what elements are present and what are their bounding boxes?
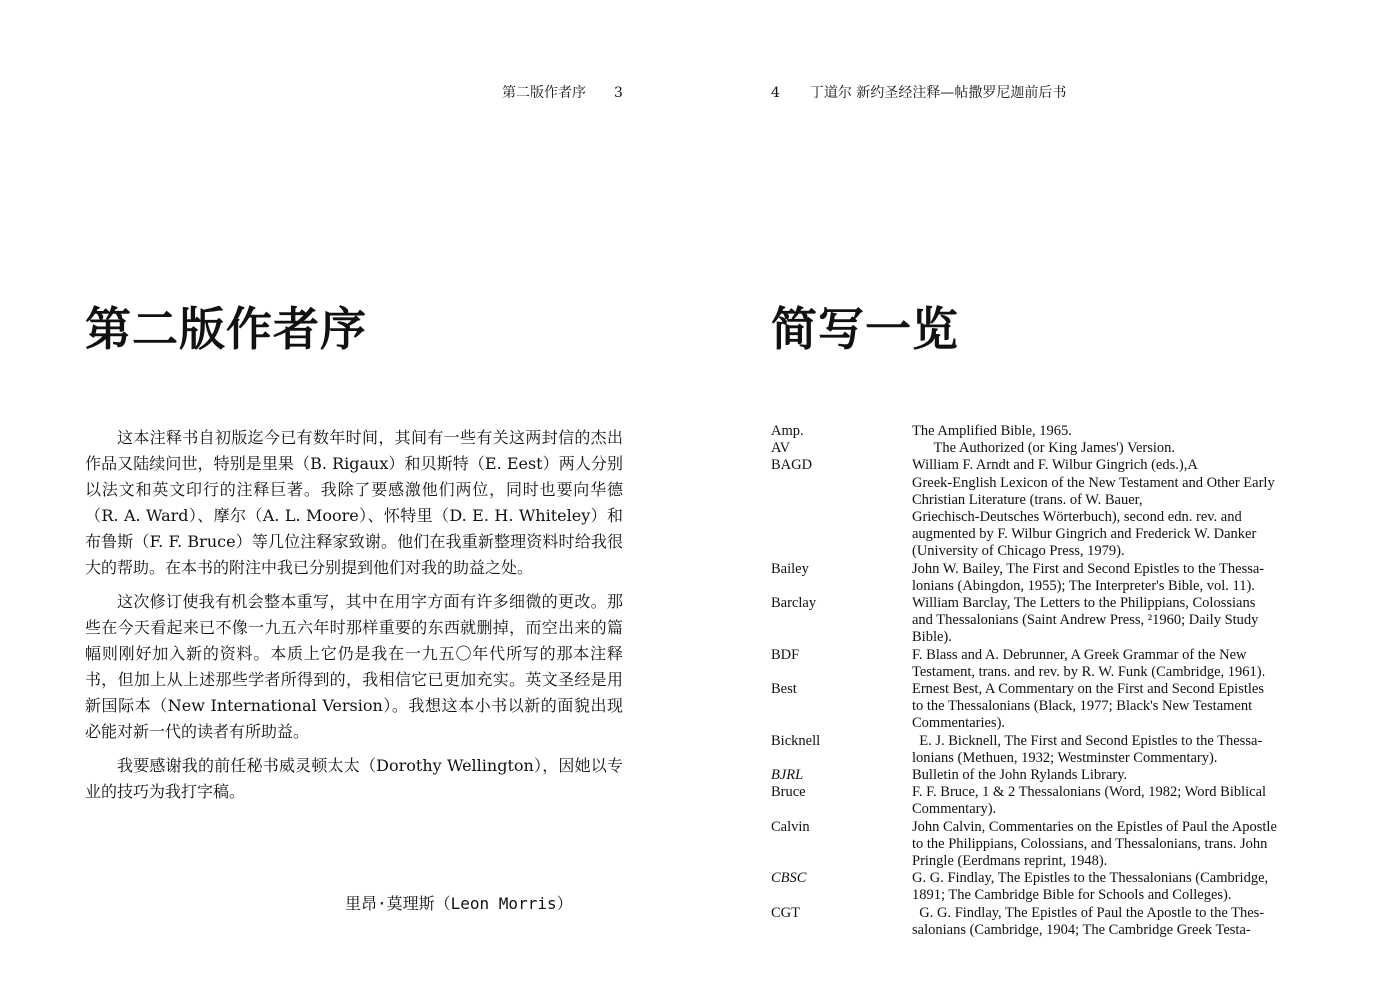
running-head-title: 丁道尔 新约圣经注释—帖撒罗尼迦前后书 (809, 85, 1067, 101)
abbreviation-entry (771, 819, 1331, 871)
abbreviation-description (912, 767, 1331, 784)
abbreviation-entry (771, 784, 1331, 818)
abbreviation-key: Amp. (771, 423, 804, 439)
abbreviation-description (912, 905, 1331, 939)
description-line: Ernest Best, A Commentary on the First and Second Epistles (912, 681, 1264, 698)
description-line: Griechisch-Deutsches Wörterbuch), second edn. rev. and (912, 509, 1242, 526)
description-line: E. J. Bicknell, The First and Second Epistles to the Thessa- (912, 732, 1263, 749)
description-line: to the Philippians, Colossians, and Thessalonians, trans. John (912, 835, 1268, 852)
abbreviation-entry (771, 905, 1331, 939)
page-number: 3 (614, 85, 623, 101)
preface-paragraph: 我要感谢我的前任秘书威灵顿太太（Dorothy Wellington），因她以专业的技巧为我打字稿。 (85, 756, 623, 801)
abbreviation-entry (771, 440, 1331, 457)
description-line: salonians (Cambridge, 1904; The Cambridge Greek Testa- (912, 921, 1251, 938)
abbreviation-description (912, 561, 1331, 595)
abbreviation-entry (771, 595, 1331, 647)
abbreviation-key: Bruce (771, 784, 806, 801)
running-head-right (771, 82, 1066, 102)
abbreviation-description (912, 457, 1331, 560)
abbreviation-description (912, 647, 1331, 681)
preface-paragraph: 这本注释书自初版迄今已有数年时间，其间有一些有关这两封信的杰出作品又陆续问世，特别是里果（B. Rigaux）和贝斯特（E. Eest）两人分别以法文和英文印行的注释巨著。我除了要感激他们两位，同时也要向华德（R. A. Ward）、摩尔（A. L. Moore）、怀特里（D. E. H. Whiteley）和布鲁斯（F. F. Bruce）等几位注释家致谢。他们在我重新整理资料时给我很大的帮助。在本书的附注中我已分别提到他们对我的助益之处。 (85, 428, 623, 577)
preface-body (85, 425, 623, 813)
description-line: William F. Arndt and F. Wilbur Gingrich (eds.),A (912, 457, 1198, 474)
abbreviation-description (912, 870, 1331, 904)
abbreviation-entry (771, 733, 1331, 767)
description-line: Testament, trans. and rev. by R. W. Funk (Cambridge, 1961). (912, 663, 1266, 680)
chapter-title: 第二版作者序 (85, 302, 367, 356)
abbreviation-description (912, 784, 1331, 818)
page-number: 4 (771, 85, 780, 101)
abbreviation-key: BJRL (771, 767, 804, 784)
abbreviation-key: CGT (771, 904, 800, 921)
description-line: lonians (Methuen, 1932; Westminster Commentary). (912, 749, 1218, 766)
description-line: The Authorized (or King James') Version. (912, 440, 1176, 457)
description-line: The Amplified Bible, 1965. (912, 423, 1072, 439)
chapter-title: 简写一览 (771, 302, 959, 356)
abbreviation-key: AV (771, 440, 791, 457)
abbreviation-entry (771, 681, 1331, 733)
description-line: lonians (Abingdon, 1955); The Interpreter's Bible, vol. 11). (912, 577, 1255, 594)
abbreviation-description (912, 733, 1331, 767)
abbreviation-key: Calvin (771, 818, 810, 835)
description-line: John W. Bailey, The First and Second Epistles to the Thessa- (912, 560, 1265, 577)
author-signature: 里昂·莫理斯（Leon Morris） (345, 894, 573, 913)
abbreviation-key: BDF (771, 646, 800, 663)
description-line: G. G. Findlay, The Epistles of Paul the Apostle to the Thes- (912, 904, 1265, 921)
description-line: to the Thessalonians (Black, 1977; Black's New Testament (912, 698, 1253, 715)
description-line: Bulletin of the John Rylands Library. (912, 767, 1128, 784)
description-line: G. G. Findlay, The Epistles to the Thessalonians (Cambridge, (912, 870, 1269, 887)
abbreviation-entry (771, 767, 1331, 784)
preface-paragraph: 这次修订使我有机会整本重写，其中在用字方面有许多细微的更改。那些在今天看起来已不像一九五六年时那样重要的东西就删掉，而空出来的篇幅则刚好加入新的资料。本质上它仍是我在一九五〇年代所写的那本注释书，但加上从上述那些学者所得到的，我相信它已更加充实。英文圣经是用新国际本（New International Version）。我想这本小书以新的面貌出现必能对新一代的读者有所助益。 (85, 592, 623, 741)
description-line: F. Blass and A. Debrunner, A Greek Grammar of the New (912, 646, 1247, 663)
abbreviation-key: Bicknell (771, 732, 821, 749)
abbreviation-key: BAGD (771, 457, 813, 474)
abbreviation-description (912, 681, 1331, 733)
abbreviation-description (912, 423, 1331, 440)
description-line: augmented by F. Wilbur Gingrich and Frederick W. Danker (912, 526, 1257, 543)
abbreviation-description (912, 595, 1331, 647)
description-line: Pringle (Eerdmans reprint, 1948). (912, 853, 1108, 870)
abbreviation-entry (771, 423, 1331, 440)
description-line: Greek-English Lexicon of the New Testament and Other Early (912, 474, 1275, 491)
abbreviation-description (912, 819, 1331, 871)
abbreviation-key: Barclay (771, 595, 817, 612)
description-line: 1891; The Cambridge Bible for Schools and Colleges). (912, 887, 1232, 904)
description-line: (University of Chicago Press, 1979). (912, 543, 1125, 560)
abbreviation-description (912, 440, 1331, 457)
abbreviation-key: Bailey (771, 560, 809, 577)
abbreviation-list (771, 423, 1331, 939)
abbreviation-entry (771, 870, 1331, 904)
description-line: F. F. Bruce, 1 & 2 Thessalonians (Word, 1982; Word Biblical (912, 784, 1267, 801)
description-line: William Barclay, The Letters to the Philippians, Colossians (912, 595, 1256, 612)
abbreviation-entry (771, 561, 1331, 595)
description-line: Commentary). (912, 801, 997, 818)
abbreviation-entry (771, 457, 1331, 560)
description-line: Commentaries). (912, 715, 1006, 732)
running-head-left (502, 82, 631, 102)
description-line: Christian Literature (trans. of W. Bauer, (912, 491, 1143, 508)
abbreviation-key: CBSC (771, 870, 807, 887)
abbreviation-key: Best (771, 681, 797, 698)
description-line: John Calvin, Commentaries on the Epistles of Paul the Apostle (912, 818, 1277, 835)
description-line: and Thessalonians (Saint Andrew Press, ²1960; Daily Study (912, 612, 1259, 629)
description-line: Bible). (912, 629, 952, 646)
running-head-title: 第二版作者序 (502, 85, 586, 101)
right-page (700, 0, 1400, 989)
abbreviation-entry (771, 647, 1331, 681)
